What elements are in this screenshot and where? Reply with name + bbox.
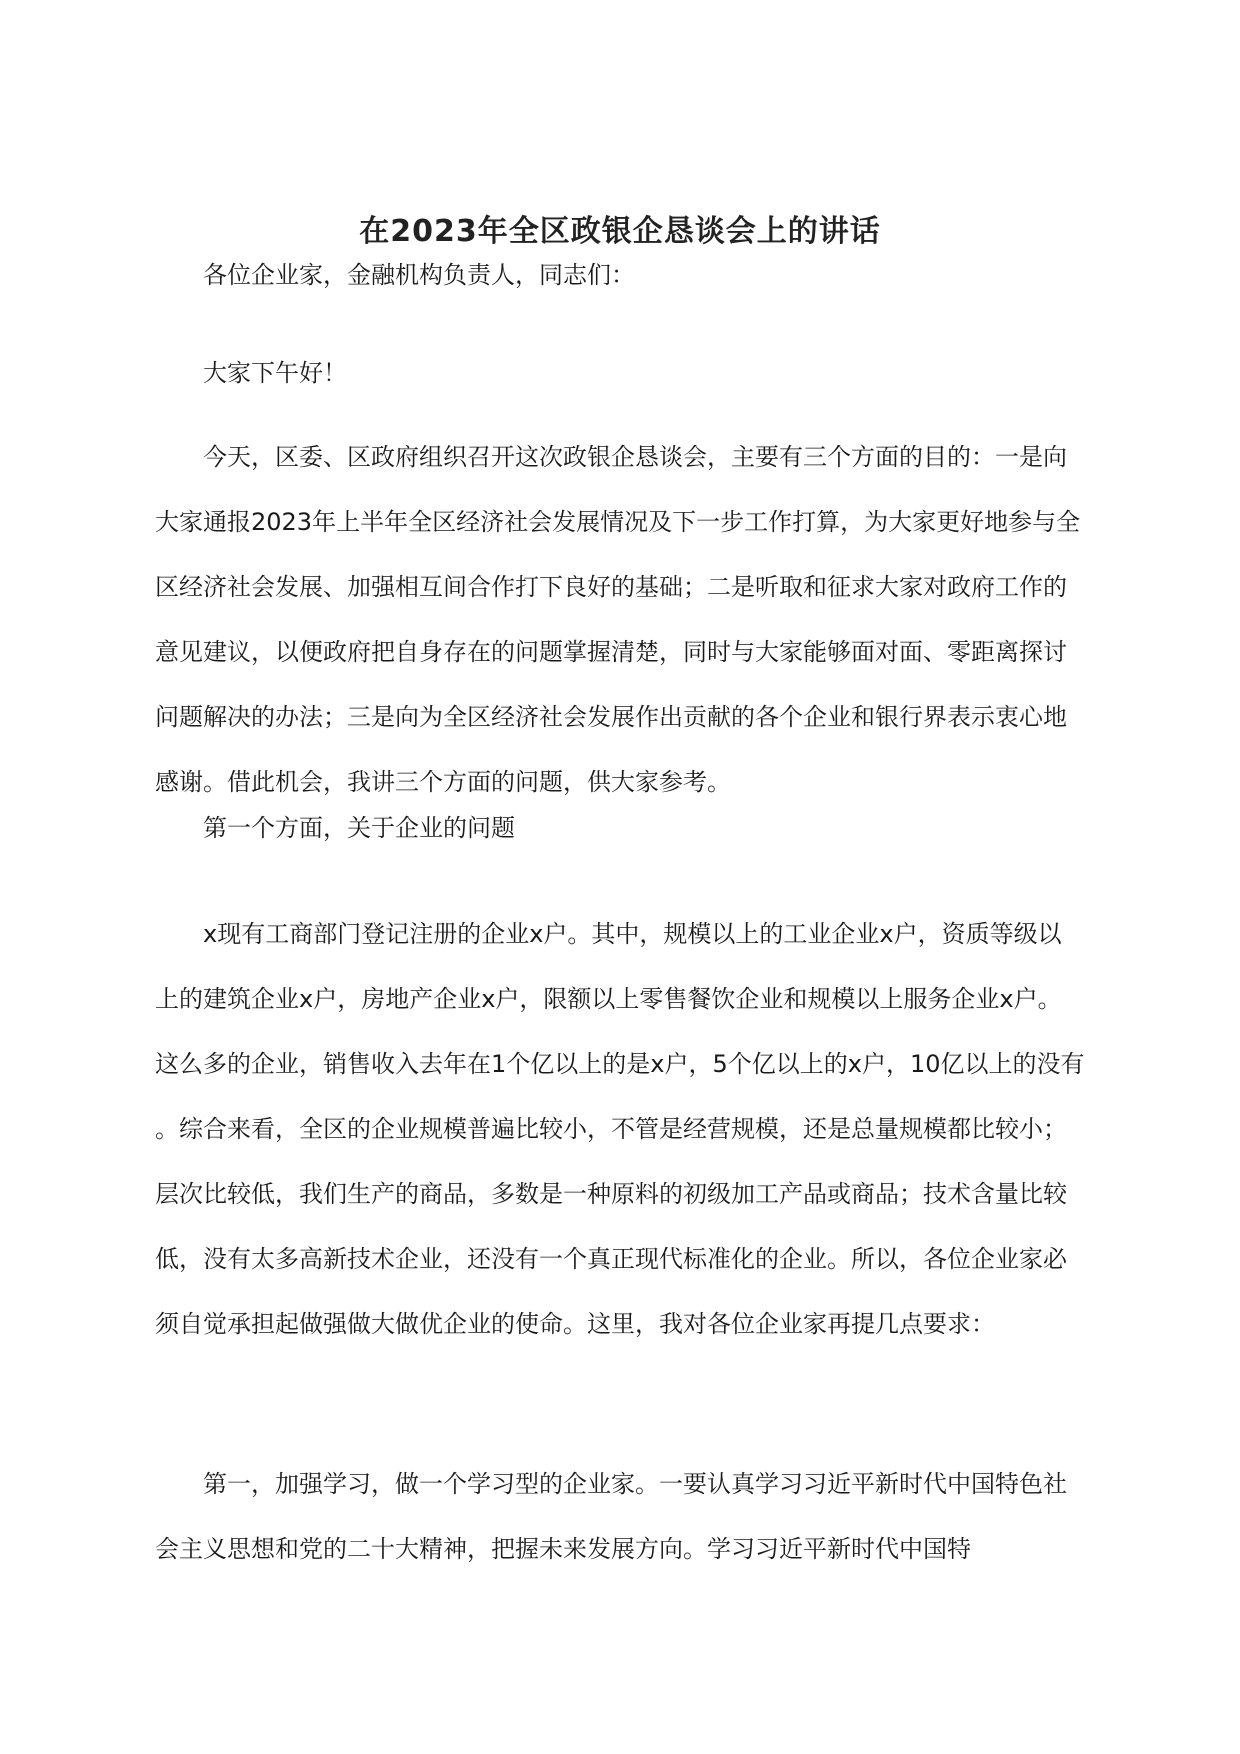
intro-paragraph: 今天，区委、区政府组织召开这次政银企恳谈会，主要有三个方面的目的：一是向大家通报2023年上半年全区经济社会发展情况及下一步工作打算，为大家更好地参与全区经济社会发展、加强相互间合作打下良好的基础；二是听取和征求大家对政府工作的意见建议，以便政府把自身存在的问题掌握清楚，同时与大家能够面对面、零距离探讨问题解决的办法；三是向为全区经济社会发展作出贡献的各个企业和银行界表示衷心地感谢。借此机会，我讲三个方面的问题，供大家参考。 <box>155 443 1081 796</box>
enterprise-paragraph: x现有工商部门登记注册的企业x户。其中，规模以上的工业企业x户，资质等级以上的建筑企业x户，房地产企业x户，限额以上零售餐饮企业和规模以上服务企业x户。这么多的企业，销售收入去年在1个亿以上的是x户，5个亿以上的x户，10亿以上的没有。综合来看，全区的企业规模普遍比较小，不管是经营规模，还是总量规模都比较小；层次比较低，我们生产的商品，多数是一种原料的初级加工产品或商品；技术含量比较低，没有太多高新技术企业，还没有一个真正现代标准化的企业。所以，各位企业家必须自觉承担起做强做大做优企业的使命。这里，我对各位企业家再提几点要求： <box>155 920 1085 1338</box>
hello-paragraph: 大家下午好！ <box>203 359 347 387</box>
document-title: 在2023年全区政银企恳谈会上的讲话 <box>359 214 881 250</box>
greeting-paragraph: 各位企业家，金融机构负责人，同志们： <box>203 261 635 289</box>
section-heading-enterprise: 第一个方面，关于企业的问题 <box>203 814 515 842</box>
first-point-paragraph: 第一，加强学习，做一个学习型的企业家。一要认真学习习近平新时代中国特色社会主义思想和党的二十大精神，把握未来发展方向。学习习近平新时代中国特 <box>155 1470 1067 1563</box>
